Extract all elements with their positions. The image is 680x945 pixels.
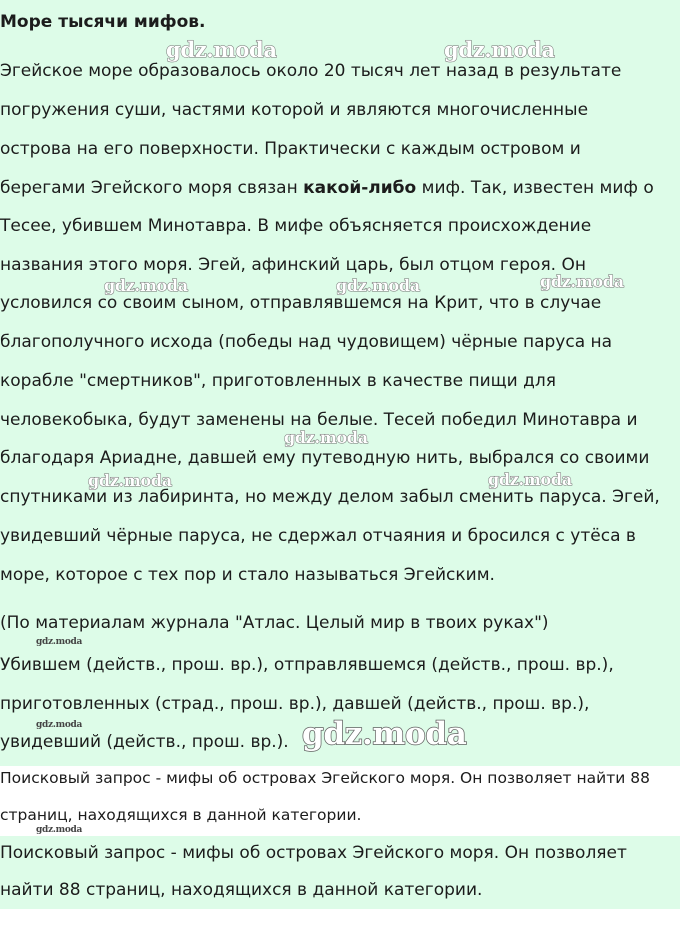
query-line: Поисковый запрос - мифы об островах Эгейского моря. Он позволяет найти 88 bbox=[0, 769, 650, 787]
text-line: корабле "смертников", приготовленных в качестве пищи для bbox=[0, 371, 556, 391]
text-line: Эгейское море образовалось около 20 тысяч лет назад в результате bbox=[0, 61, 622, 81]
watermark: gdz.moda bbox=[104, 276, 188, 295]
text-segment: берегами Эгейского моря связан bbox=[0, 178, 304, 198]
text-line: море, которое с тех пор и стало называться Эгейским. bbox=[0, 565, 495, 585]
text-line: увидевший чёрные паруса, не сдержал отчаяния и бросился с утёса в bbox=[0, 526, 636, 546]
watermark: gdz.moda bbox=[36, 825, 83, 835]
document-title: Море тысячи мифов. bbox=[0, 12, 206, 32]
text-line bbox=[0, 178, 654, 198]
text-line: Тесее, убившем Минотавра. В мифе объясняется происхождение bbox=[0, 216, 592, 236]
analysis-line: Убившем (действ., прош. вр.), отправлявшемся (действ., прош. вр.), bbox=[0, 655, 614, 675]
bold-text: какой-либо bbox=[303, 178, 417, 198]
watermark: gdz.moda bbox=[302, 716, 467, 752]
text-line: погружения суши, частями которой и являются многочисленные bbox=[0, 100, 589, 120]
query-line: найти 88 страниц, находящихся в данной категории. bbox=[0, 880, 483, 900]
watermark: gdz.moda bbox=[540, 272, 624, 291]
text-line: острова на его поверхности. Практически с каждым островом и bbox=[0, 139, 581, 159]
text-line: человекобыка, будут заменены на белые. Тесей победил Минотавра и bbox=[0, 410, 638, 430]
text-line: спутниками из лабиринта, но между делом забыл сменить паруса. Эгей, bbox=[0, 487, 660, 507]
analysis-line: увидевший (действ., прош. вр.). bbox=[0, 732, 289, 752]
text-line: благодаря Ариадне, давшей ему путеводную нить, выбрался со своими bbox=[0, 448, 650, 468]
analysis-line: приготовленных (страд., прош. вр.), давшей (действ., прош. вр.), bbox=[0, 694, 590, 714]
text-line: названия этого моря. Эгей, афинский царь, был отцом героя. Он bbox=[0, 255, 586, 275]
watermark: gdz.moda bbox=[166, 37, 277, 62]
query-line: страниц, находящихся в данной категории. bbox=[0, 806, 362, 824]
query-line: Поисковый запрос - мифы об островах Эгейского моря. Он позволяет bbox=[0, 843, 627, 863]
watermark: gdz.moda bbox=[488, 470, 572, 489]
source-citation: (По материалам журнала "Атлас. Целый мир в твоих руках") bbox=[0, 613, 549, 633]
text-line: условился со своим сыном, отправлявшемся на Крит, что в случае bbox=[0, 293, 602, 313]
watermark: gdz.moda bbox=[36, 720, 83, 730]
watermark: gdz.moda bbox=[284, 428, 368, 447]
text-line: благополучного исхода (победы над чудовищем) чёрные паруса на bbox=[0, 332, 613, 352]
watermark: gdz.moda bbox=[336, 276, 420, 295]
text-segment: миф. Так, известен миф о bbox=[416, 178, 654, 198]
watermark: gdz.moda bbox=[36, 637, 83, 647]
watermark: gdz.moda bbox=[88, 471, 172, 490]
watermark: gdz.moda bbox=[444, 37, 555, 62]
